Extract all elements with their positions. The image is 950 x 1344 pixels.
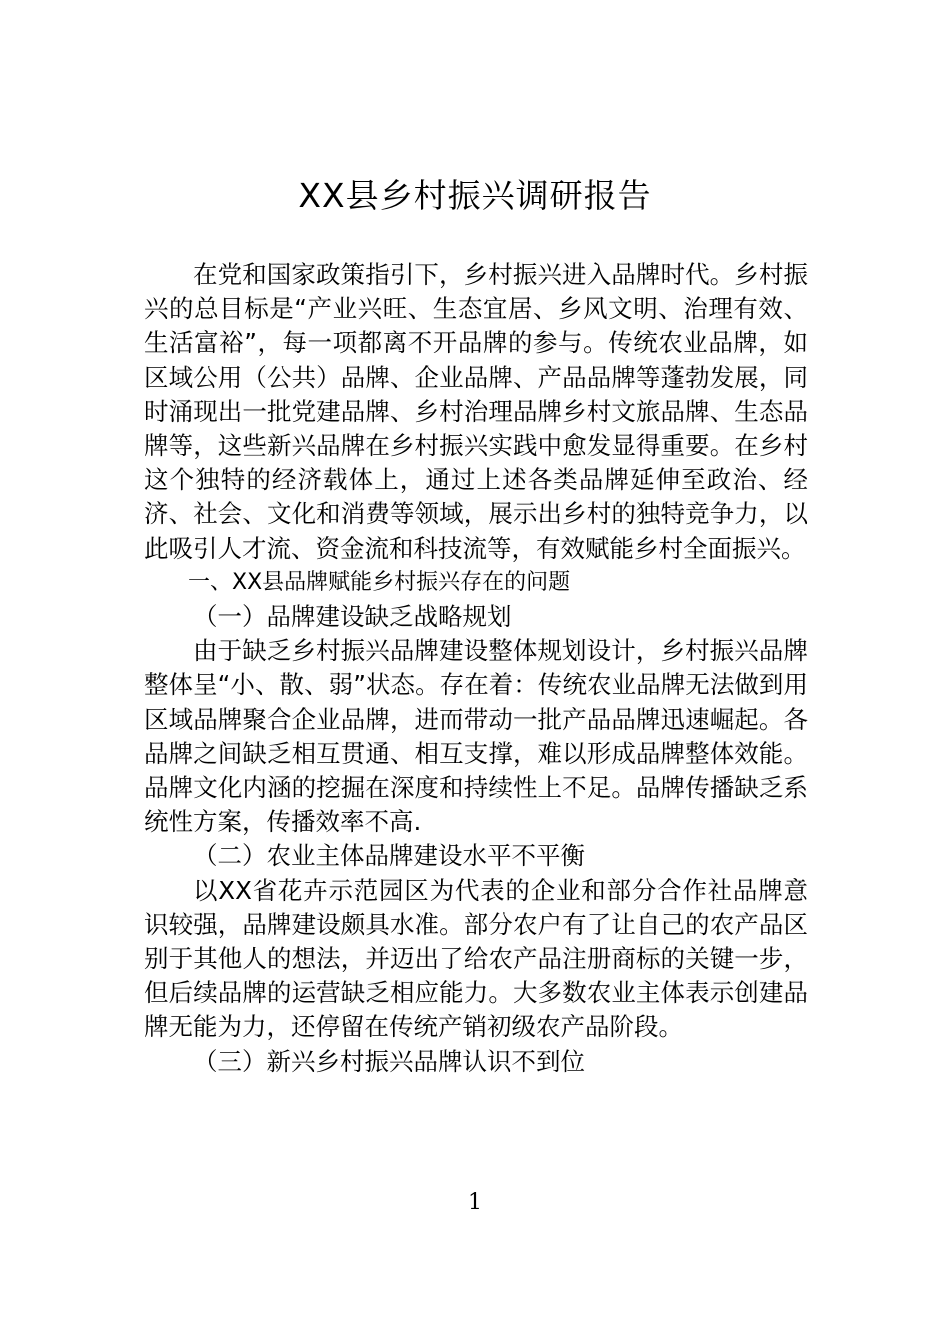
subsection-heading: （二）农业主体品牌建设水平不平衡: [193, 841, 585, 871]
subsection-paragraph: 由于缺乏乡村振兴品牌建设整体规划设计，乡村振兴品牌整体呈“小、散、弱”状态。存在着：传统农业品牌无法做到用区域品牌聚合企业品牌，进而带动一批产品品牌迅速崛起。各品牌之间缺乏相互贯通、相互支撑，难以形成品牌整体效能。品牌文化内涵的挖掘在深度和持续性上不足。品牌传播缺乏系统性方案，传播效率不高.: [144, 636, 808, 837]
document-body: [144, 258, 808, 1079]
subsection-paragraph: 以XX省花卉示范园区为代表的企业和部分合作社品牌意识较强，品牌建设颇具水准。部分农户有了让自己的农产品区别于其他人的想法，并迈出了给农产品注册商标的关键一步，但后续品牌的运营缺乏相应能力。大多数农业主体表示创建品牌无能为力，还停留在传统产销初级农产品阶段。: [144, 875, 808, 1042]
document-title: XX县乡村振兴调研报告: [298, 176, 652, 215]
intro-paragraph: 在党和国家政策指引下，乡村振兴进入品牌时代。乡村振兴的总目标是“产业兴旺、生态宜居、乡风文明、治理有效、生活富裕”，每一项都离不开品牌的参与。传统农业品牌，如区域公用（公共）品牌、企业品牌、产品品牌等蓬勃发展，同时涌现出一批党建品牌、乡村治理品牌乡村文旅品牌、生态品牌等，这些新兴品牌在乡村振兴实践中愈发显得重要。在乡村这个独特的经济载体上，通过上述各类品牌延伸至政治、经济、社会、文化和消费等领域，展示出乡村的独特竞争力，以此吸引人才流、资金流和科技流等，有效赋能乡村全面振兴。: [144, 260, 808, 563]
subsection-heading: （一）品牌建设缺乏战略规划: [193, 602, 512, 632]
section-heading: 一、XX县品牌赋能乡村振兴存在的问题: [188, 569, 571, 595]
page-number: 1: [468, 1190, 482, 1215]
subsection-heading: （三）新兴乡村振兴品牌认识不到位: [193, 1046, 585, 1076]
